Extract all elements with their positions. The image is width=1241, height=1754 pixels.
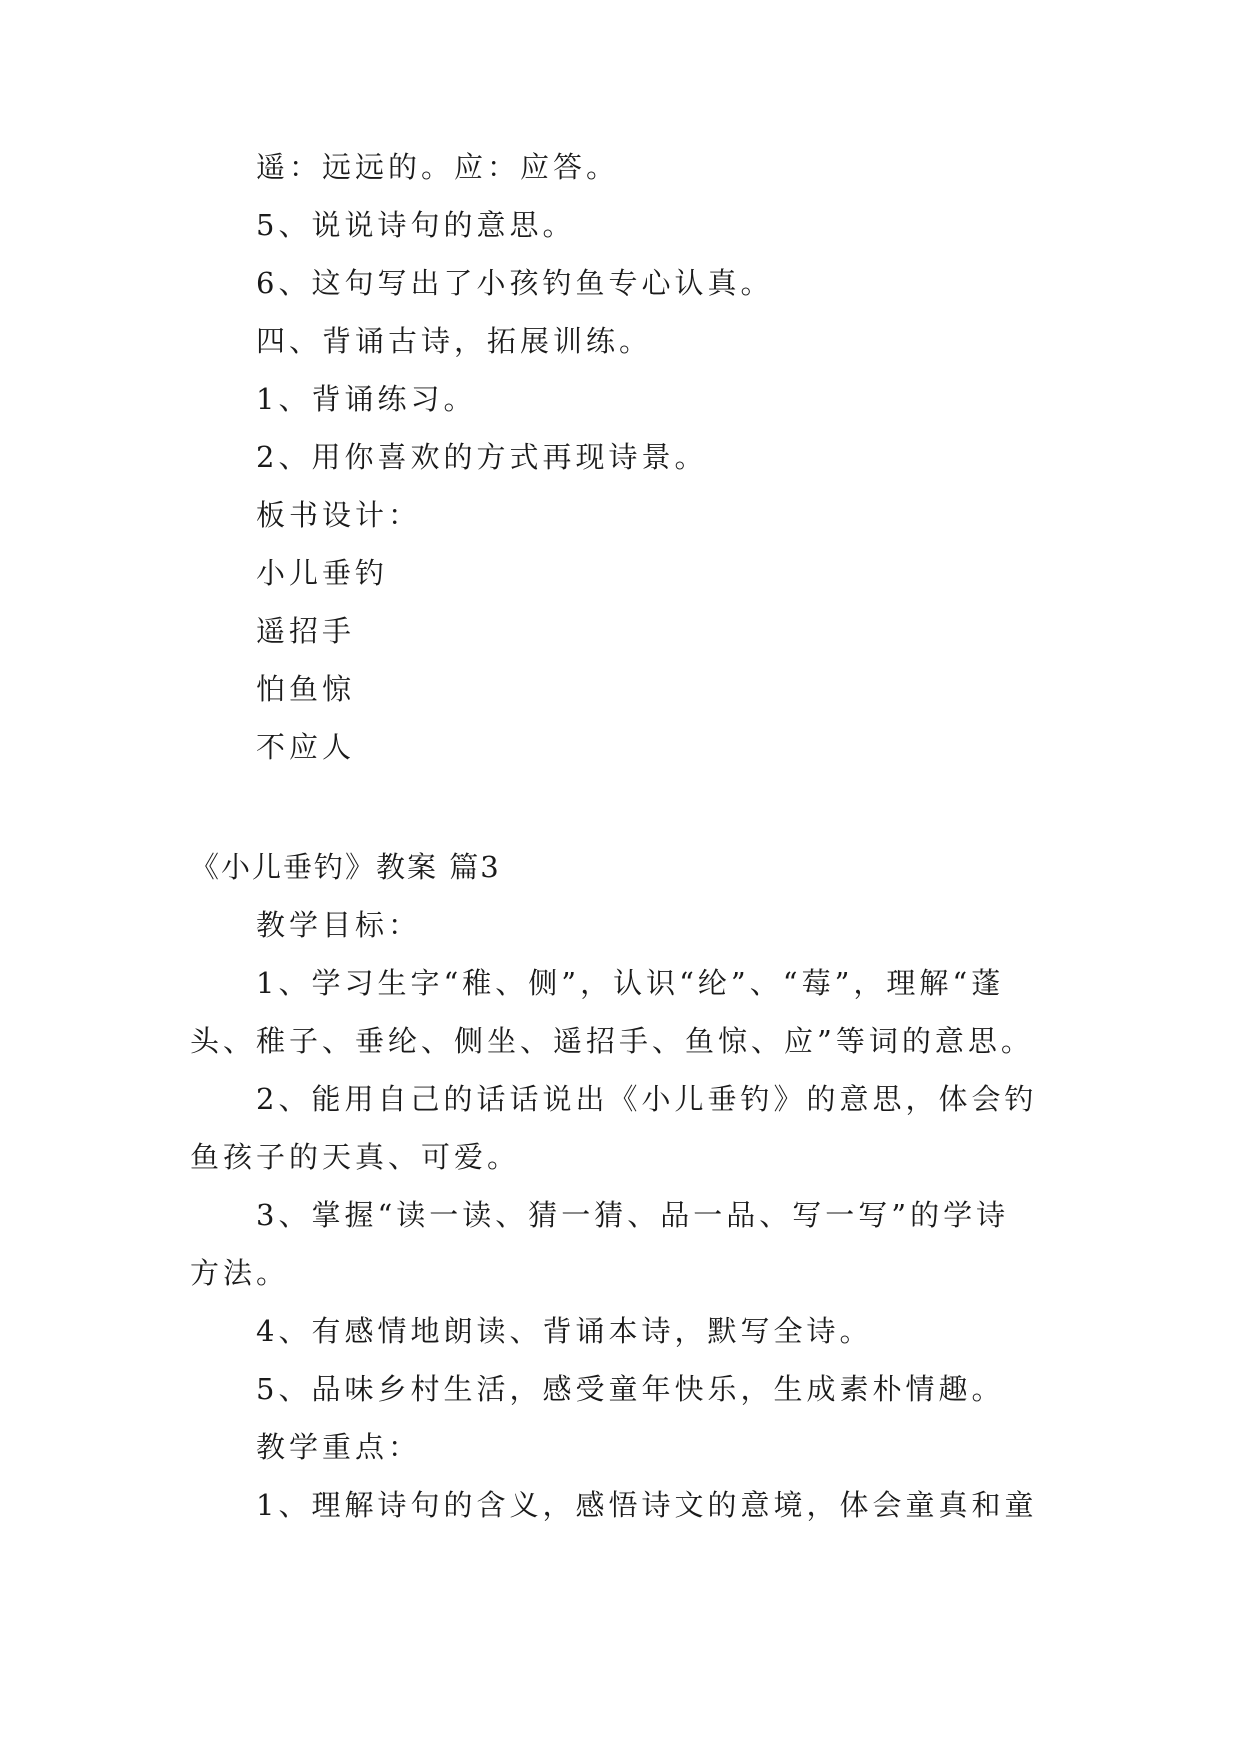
text-line: 6、这句写出了小孩钓鱼专心认真。 [256,266,774,300]
objective-line: 5、品味乡村生活，感受童年快乐，生成素朴情趣。 [256,1372,1005,1406]
key-point-line: 1、理解诗句的含义，感悟诗文的意境，体会童真和童 [256,1488,1038,1522]
blackboard-line: 小儿垂钓 [256,556,389,590]
blackboard-line: 遥招手 [256,614,356,648]
objective-line: 2、能用自己的话话说出《小儿垂钓》的意思，体会钓 [256,1082,1038,1116]
objective-line-cont: 方法。 [190,1256,290,1290]
text-line: 5、说说诗句的意思。 [256,208,576,242]
objective-line: 3、掌握“读一读、猜一猜、品一品、写一写”的学诗 [256,1198,1010,1232]
text-line: 遥：远远的。应：应答。 [256,150,620,184]
section-title: 《小儿垂钓》教案 篇3 [190,850,501,884]
blackboard-line: 怕鱼惊 [256,672,356,706]
blackboard-heading: 板书设计： [256,498,422,532]
text-line: 1、背诵练习。 [256,382,477,416]
objective-line: 4、有感情地朗读、背诵本诗，默写全诗。 [256,1314,873,1348]
text-line: 四、背诵古诗，拓展训练。 [256,324,653,358]
objective-line-cont: 鱼孩子的天真、可爱。 [190,1140,521,1174]
objective-line: 1、学习生字“稚、侧”，认识“纶”、“莓”，理解“蓬 [256,966,1005,1000]
blackboard-line: 不应人 [256,730,356,764]
text-line: 2、用你喜欢的方式再现诗景。 [256,440,708,474]
key-points-heading: 教学重点： [256,1430,422,1464]
objectives-heading: 教学目标： [256,908,422,942]
objective-line-cont: 头、稚子、垂纶、侧坐、遥招手、鱼惊、应”等词的意思。 [190,1024,1034,1058]
